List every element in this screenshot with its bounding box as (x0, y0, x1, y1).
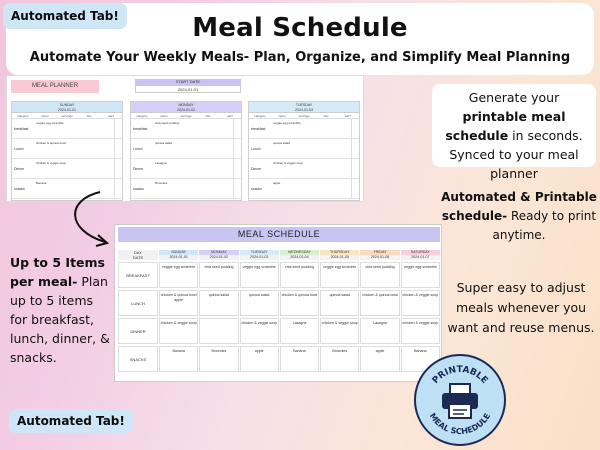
planner-column-header: diet (323, 114, 329, 118)
automated-tab-badge: Automated Tab! (3, 3, 127, 29)
meal-schedule-preview (114, 224, 442, 382)
planner-column-header: name (160, 114, 168, 118)
schedule-meal-cell: Banana (401, 346, 440, 372)
planner-meal-row (131, 139, 241, 159)
schedule-meal-row (118, 262, 440, 288)
planner-column-header: servings (61, 114, 73, 118)
date-label: DATE (118, 255, 158, 260)
planner-column-header: name (41, 114, 49, 118)
planner-meal-items: quinoa salad (273, 141, 291, 145)
page-subtitle: Automate Your Weekly Meals- Plan, Organize, and Simplify Meal Planning (29, 50, 571, 65)
schedule-day-date: 2024-01-07 (401, 255, 440, 260)
planner-column-header: category (17, 114, 29, 118)
generate-text-bold: printable meal schedule (445, 109, 566, 143)
schedule-meal-cell: Banana (159, 346, 198, 372)
planner-meal-label: snacks (133, 187, 144, 191)
schedule-meal-label: DINNER (118, 318, 158, 344)
ate-checkbox[interactable] (114, 139, 122, 158)
schedule-day-name: WEDNESDAY (280, 250, 319, 255)
schedule-meal-cell: chicken & veggie soup (320, 318, 359, 344)
ate-checkbox[interactable] (351, 119, 359, 138)
schedule-meal-cell: veggie egg scramble (401, 262, 440, 288)
planner-meal-items: chia seed pudding (155, 121, 180, 125)
planner-meal-row (249, 139, 359, 159)
ate-checkbox[interactable] (351, 139, 359, 158)
ate-checkbox[interactable] (233, 159, 241, 178)
planner-meal-items: chicken & veggie soup (273, 161, 304, 165)
planner-column-header: name (278, 114, 286, 118)
planner-meal-row (249, 119, 359, 139)
schedule-meal-cell: chicken & veggie soup (159, 318, 198, 344)
planner-day-block (248, 101, 360, 201)
planner-meal-label: snacks (14, 187, 25, 191)
planner-meal-items: chicken & quinoa bowl (36, 141, 66, 145)
schedule-day-name: TUESDAY (240, 250, 279, 255)
page-title: Meal Schedule (192, 13, 408, 43)
schedule-meal-cell: chicken & veggie soup (401, 318, 440, 344)
planner-meal-row (12, 119, 122, 139)
planner-day-block (130, 101, 242, 201)
planner-meal-label: breakfast (14, 127, 29, 131)
planner-meal-label: Lunch (133, 147, 143, 151)
planner-column-header: ate? (108, 114, 114, 118)
schedule-meal-cell: apple (240, 346, 279, 372)
planner-day-date: 2024-01-02 (131, 108, 241, 113)
planner-day-block (11, 101, 123, 201)
schedule-meal-cell: chicken & quinoa bowl (360, 290, 399, 316)
schedule-meal-row (118, 290, 440, 316)
schedule-date-row (118, 255, 440, 260)
up-to-five-bold: Up to 5 Items per meal- (10, 255, 105, 289)
ate-checkbox[interactable] (233, 139, 241, 158)
planner-meal-items: Brownies (155, 181, 168, 185)
planner-day-name: TUESDAY (249, 102, 359, 108)
planner-meal-items: veggie egg scramble (36, 121, 64, 125)
schedule-meal-cell: Lasagna (280, 318, 319, 344)
schedule-meal-cell: Banana (280, 346, 319, 372)
planner-meal-items: apple (273, 181, 281, 185)
planner-meal-items: chicken & veggie soup (36, 161, 67, 165)
planner-day-date: 2024-01-01 (12, 108, 122, 113)
planner-day-name: SUNDAY (12, 102, 122, 108)
schedule-title: MEAL SCHEDULE (118, 227, 440, 242)
planner-meal-row (12, 139, 122, 159)
start-date-label: START DATE (135, 79, 241, 85)
schedule-meal-row (118, 346, 440, 372)
planner-meal-label: snacks (251, 187, 262, 191)
planner-meal-items: Banana (36, 181, 47, 185)
schedule-day-date: 2024-01-05 (320, 255, 359, 260)
schedule-meal-cell: quinoa salad (320, 290, 359, 316)
schedule-day-name: SATURDAY (401, 250, 440, 255)
ate-checkbox[interactable] (233, 179, 241, 198)
start-date-value: 2024-01-01 (135, 85, 241, 93)
planner-meal-label: Lunch (14, 147, 24, 151)
planner-meal-row (12, 159, 122, 179)
schedule-meal-cell: apple (360, 346, 399, 372)
schedule-day-name: MONDAY (199, 250, 238, 255)
generate-text-before: Generate your (468, 90, 560, 105)
printable-stamp (414, 354, 506, 446)
ate-checkbox[interactable] (233, 119, 241, 138)
schedule-meal-cell: Brownies (320, 346, 359, 372)
schedule-meal-label: SNACKS (118, 346, 158, 372)
schedule-day-date: 2024-01-06 (360, 255, 399, 260)
planner-column-header: category (136, 114, 148, 118)
schedule-meal-cell: quinoa salad (199, 290, 238, 316)
schedule-meal-cell: Brownies (199, 346, 238, 372)
planner-meal-label: Dinner (133, 167, 144, 171)
up-to-five-rest: Plan up to 5 items for breakfast, lunch, dinner, & snacks. (10, 274, 110, 365)
planner-title: MEAL PLANNER (11, 80, 99, 93)
schedule-day-name: FRIDAY (360, 250, 399, 255)
planner-column-header: servings (298, 114, 310, 118)
schedule-day-date: 2024-01-04 (280, 255, 319, 260)
planner-column-header: servings (180, 114, 192, 118)
planner-meal-row (131, 159, 241, 179)
schedule-meal-cell: chicken & quinoa bowl apple (159, 290, 198, 316)
automated-printable-bold: Automated & Printable schedule- (441, 190, 597, 223)
automated-tab-badge-bottom: Automated Tab! (9, 409, 133, 433)
schedule-meal-label: LUNCH (118, 290, 158, 316)
planner-meal-label: Dinner (14, 167, 25, 171)
curved-arrow-icon (60, 190, 120, 250)
schedule-day-date: 2024-01-03 (240, 255, 279, 260)
generate-text-after: in seconds. Synced to your meal planner (449, 128, 583, 181)
schedule-meal-cell: veggie egg scramble (240, 262, 279, 288)
planner-column-header: category (254, 114, 266, 118)
stamp-top-text: PRINTABLE (430, 364, 490, 386)
planner-column-header: diet (86, 114, 92, 118)
schedule-meal-label: BREAKFAST (118, 262, 158, 288)
schedule-meal-cell: Lasagna (360, 318, 399, 344)
day-label: DAY (118, 250, 158, 255)
ate-checkbox[interactable] (114, 119, 122, 138)
planner-column-header: ate? (345, 114, 351, 118)
planner-meal-items: Lasagna (155, 161, 167, 165)
easy-adjust-text: Super easy to adjust meals whenever you want and reuse menus. (447, 280, 595, 335)
schedule-meal-cell: chia seed pudding (199, 262, 238, 288)
schedule-grid (118, 250, 440, 372)
ate-checkbox[interactable] (114, 159, 122, 178)
ate-checkbox[interactable] (351, 159, 359, 178)
printer-icon (442, 384, 478, 418)
schedule-day-name: SUNDAY (159, 250, 198, 255)
svg-text:PRINTABLE (431, 365, 490, 386)
meal-planner-preview (6, 75, 364, 202)
schedule-meal-cell: chicken & veggie soup (401, 290, 440, 316)
planner-meal-row (249, 159, 359, 179)
schedule-meal-cell: chicken & veggie soup (240, 318, 279, 344)
schedule-day-date: 2024-01-01 (159, 255, 198, 260)
up-to-five-text (4, 253, 114, 367)
planner-meal-items: quinoa salad (155, 141, 173, 145)
planner-meal-label: breakfast (133, 127, 148, 131)
planner-day-date: 2024-01-03 (249, 108, 359, 113)
planner-meal-label: Lunch (251, 147, 261, 151)
ate-checkbox[interactable] (351, 179, 359, 198)
automated-printable-text (440, 188, 598, 245)
schedule-meal-cell: veggie egg scramble (159, 262, 198, 288)
planner-day-name: MONDAY (131, 102, 241, 108)
schedule-meal-cell: chia seed pudding (360, 262, 399, 288)
stamp-bottom-text: MEAL SCHEDULE (427, 411, 493, 437)
schedule-meal-cell: chicken & quinoa bowl (280, 290, 319, 316)
schedule-meal-cell: quinoa salad (240, 290, 279, 316)
generate-callout (432, 84, 596, 181)
planner-column-header: ate? (227, 114, 233, 118)
planner-meal-row (131, 179, 241, 199)
schedule-meal-cell: veggie egg scramble (320, 262, 359, 288)
planner-meal-label: breakfast (251, 127, 266, 131)
schedule-day-date: 2024-01-02 (199, 255, 238, 260)
planner-meal-label: Dinner (251, 167, 262, 171)
automated-printable-rest: Ready to print anytime. (492, 209, 597, 242)
planner-meal-row (249, 179, 359, 199)
schedule-meal-cell: chia seed pudding (280, 262, 319, 288)
planner-meal-row (131, 119, 241, 139)
schedule-meal-row (118, 318, 440, 344)
planner-meal-items: veggie egg scramble (273, 121, 301, 125)
schedule-day-name: THURSDAY (320, 250, 359, 255)
planner-column-header: diet (205, 114, 211, 118)
schedule-meal-cell (199, 318, 238, 344)
